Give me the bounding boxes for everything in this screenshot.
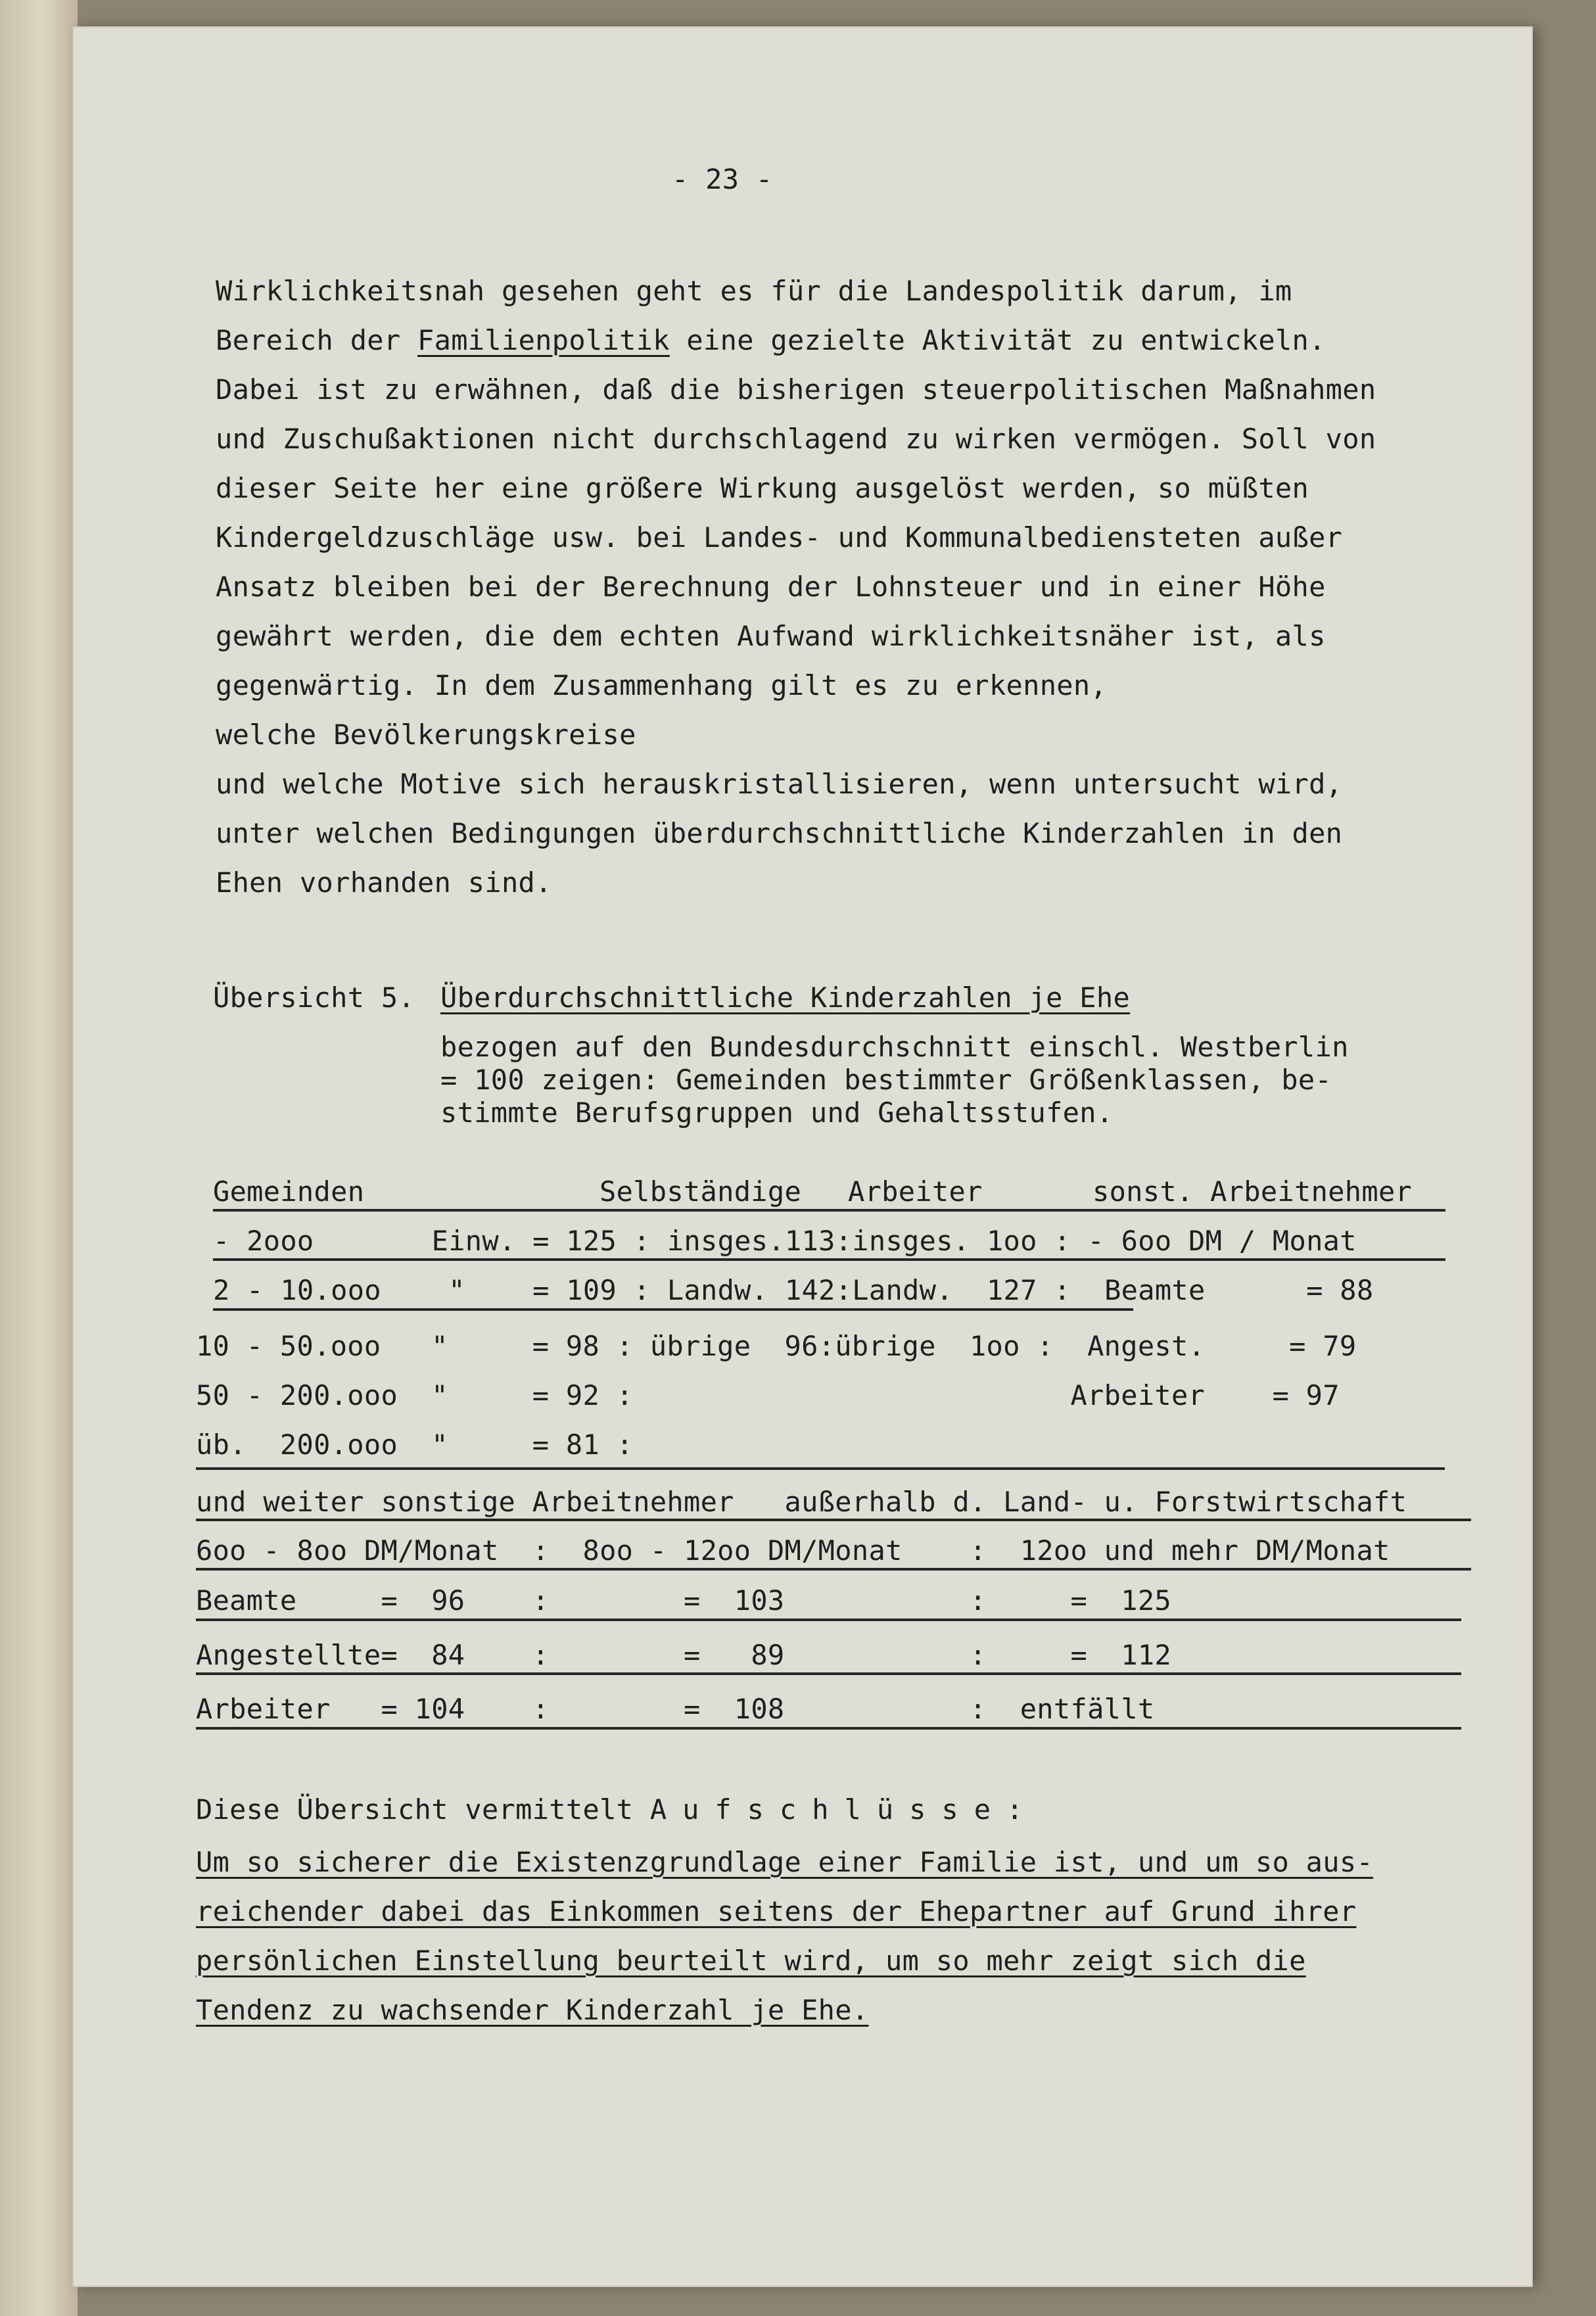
table-rule [196, 1619, 1461, 1621]
table-rule [196, 1467, 1445, 1470]
table-rule [196, 1672, 1461, 1675]
table-row: Beamte = 96 : = 103 : = 125 [196, 1584, 1171, 1617]
paragraph-line: und Zuschußaktionen nicht durchschlagend zu wirken vermögen. Soll von [216, 423, 1376, 455]
table-row: Angestellte= 84 : = 89 : = 112 [196, 1639, 1171, 1671]
paragraph-line: welche Bevölkerungskreise [216, 719, 636, 751]
table-rule [196, 1568, 1471, 1571]
page-number: - 23 - [672, 163, 773, 195]
col-header-gemeinden: Gemeinden [213, 1175, 365, 1208]
paragraph-line: Kindergeldzuschläge usw. bei Landes- und Kommunalbediensteten außer [216, 521, 1343, 554]
table-row: Arbeiter = 104 : = 108 : entfällt [196, 1693, 1155, 1725]
overview-subtitle-line: stimmte Berufsgruppen und Gehaltsstufen. [440, 1097, 1114, 1129]
text-segment: Diese Übersicht vermittelt [196, 1793, 650, 1826]
conclusion-intro [196, 1793, 1039, 1826]
table-rule [196, 1727, 1461, 1730]
conclusion-line: Um so sicherer die Existenzgrundlage einer Familie ist, und um so aus- [196, 1846, 1374, 1878]
paragraph-line: Ehen vorhanden sind. [216, 866, 552, 899]
table-row: 10 - 50.ooo " = 98 : übrige 96:übrige 1oo : Angest. = 79 [196, 1330, 1357, 1362]
conclusion-line: reichender dabei das Einkommen seitens der Ehepartner auf Grund ihrer [196, 1895, 1357, 1927]
text-segment: eine gezielte Aktivität zu entwickeln. [669, 324, 1326, 356]
conclusion-line: persönlichen Einstellung beurteilt wird, um so mehr zeigt sich die [196, 1945, 1306, 1977]
spaced-emphasis: Aufschlüsse: [649, 1793, 1039, 1826]
table2-column-headers: 6oo - 8oo DM/Monat : 8oo - 12oo DM/Monat : 12oo und mehr DM/Monat [196, 1534, 1390, 1567]
col-header-selbstaendige: Selbständige [599, 1175, 802, 1208]
paragraph-line: dieser Seite her eine größere Wirkung ausgelöst werden, so müßten [216, 472, 1309, 504]
table-rule [213, 1258, 1445, 1261]
paragraph-line: Dabei ist zu erwähnen, daß die bisherigen steuerpolitischen Maßnahmen [216, 373, 1376, 406]
book-binding [0, 0, 78, 2316]
paragraph-line: Ansatz bleiben bei der Berechnung der Lohnsteuer und in einer Höhe [216, 571, 1326, 603]
text-segment: Bereich der [216, 324, 418, 356]
paragraph-line: gewährt werden, die dem echten Aufwand wirklichkeitsnäher ist, als [216, 620, 1326, 652]
overview-label: Übersicht 5. [213, 981, 415, 1014]
table-rule [196, 1519, 1471, 1521]
conclusion-line: Tendenz zu wachsender Kinderzahl je Ehe. [196, 1994, 869, 2026]
table-rule [213, 1209, 1445, 1212]
overview-title: Überdurchschnittliche Kinderzahlen je Ehe [440, 981, 1131, 1014]
paragraph-line: und welche Motive sich herauskristallisieren, wenn untersucht wird, [216, 768, 1343, 800]
col-header-arbeiter: Arbeiter [848, 1175, 983, 1208]
paragraph-line: gegenwärtig. In dem Zusammenhang gilt es zu erkennen, [216, 669, 1108, 701]
table-row: üb. 200.ooo " = 81 : [196, 1429, 634, 1461]
table-row: - 2ooo Einw. = 125 : insges.113:insges. 1oo : - 6oo DM / Monat [213, 1225, 1357, 1257]
underlined-term: Familienpolitik [417, 324, 670, 356]
overview-subtitle-line: bezogen auf den Bundesdurchschnitt einschl. Westberlin [440, 1031, 1349, 1063]
document-page [74, 28, 1532, 2286]
table-row: 2 - 10.ooo " = 109 : Landw. 142:Landw. 127 : Beamte = 88 [213, 1274, 1374, 1306]
overview-subtitle-line: = 100 zeigen: Gemeinden bestimmter Größenklassen, be- [440, 1064, 1332, 1096]
table-rule [213, 1308, 1133, 1311]
table-row: 50 - 200.ooo " = 92 : Arbeiter = 97 [196, 1379, 1340, 1411]
paragraph-line: unter welchen Bedingungen überdurchschnittliche Kinderzahlen in den [216, 817, 1343, 849]
table2-heading: und weiter sonstige Arbeitnehmer außerhalb d. Land- u. Forstwirtschaft [196, 1486, 1407, 1518]
paragraph-line [216, 324, 1326, 356]
paragraph-line: Wirklichkeitsnah gesehen geht es für die Landespolitik darum, im [216, 275, 1292, 307]
col-header-sonst-arbeitnehmer: sonst. Arbeitnehmer [1092, 1175, 1413, 1208]
